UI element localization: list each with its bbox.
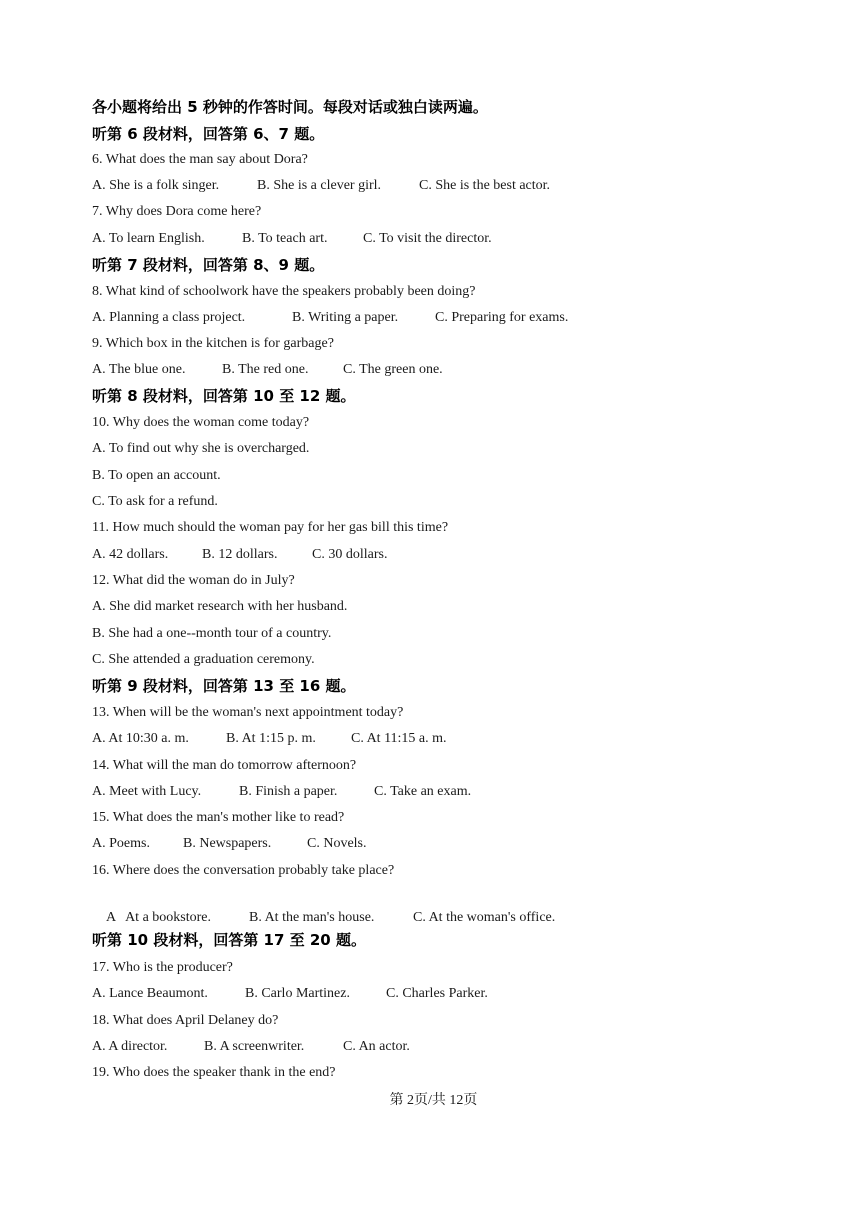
option-a: A. Lance Beaumont. — [92, 986, 208, 1001]
options-row — [92, 309, 568, 327]
option-c: C. To ask for a refund. — [92, 494, 218, 509]
option-a: A. Poems. — [92, 836, 150, 851]
option-a: A. A director. — [92, 1039, 168, 1054]
option-c: C. Novels. — [307, 836, 367, 851]
options-row — [92, 230, 492, 248]
options-row — [92, 361, 443, 379]
instructions-text: 各小题将给出 5 秒钟的作答时间。每段对话或独白读两遍。 — [92, 98, 488, 116]
option-a: A. At 10:30 a. m. — [92, 731, 189, 746]
options-row — [92, 177, 550, 195]
option-c: C. Charles Parker. — [386, 986, 488, 1001]
option-c: C. At 11:15 a. m. — [351, 731, 447, 746]
question-text: 14. What will the man do tomorrow afternoon? — [92, 758, 357, 773]
option-c: C. An actor. — [343, 1039, 410, 1054]
options-row — [92, 783, 471, 801]
option-c: C. Preparing for exams. — [435, 310, 569, 325]
option-b: B. A screenwriter. — [204, 1039, 305, 1054]
question-text: 19. Who does the speaker thank in the end? — [92, 1065, 336, 1080]
option-b: B. Newspapers. — [183, 836, 272, 851]
question-text: 12. What did the woman do in July? — [92, 573, 295, 588]
option-b: B. Writing a paper. — [292, 310, 399, 325]
option-a: A. To find out why she is overcharged. — [92, 441, 310, 456]
option-b: B. She had a one--month tour of a country. — [92, 626, 332, 641]
option-b: B. Finish a paper. — [239, 784, 338, 799]
options-row — [92, 835, 367, 853]
option-b: B. At 1:15 p. m. — [226, 731, 316, 746]
question-text: 13. When will be the woman's next appointment today? — [92, 705, 404, 720]
question-text: 18. What does April Delaney do? — [92, 1013, 279, 1028]
option-a: A. To learn English. — [92, 231, 205, 246]
option-b: B. She is a clever girl. — [257, 178, 382, 193]
option-a: A. Planning a class project. — [92, 310, 246, 325]
section-header: 听第 6 段材料，回答第 6、7 题。 — [92, 125, 325, 143]
option-c: C. To visit the director. — [363, 231, 492, 246]
option-c: C. Take an exam. — [374, 784, 472, 799]
section-header: 听第 9 段材料，回答第 13 至 16 题。 — [92, 677, 356, 695]
option-a: A. She did market research with her husband. — [92, 599, 348, 614]
option-c: C. The green one. — [343, 362, 443, 377]
question-text: 15. What does the man's mother like to read? — [92, 810, 345, 825]
question-text: 7. Why does Dora come here? — [92, 204, 262, 219]
page-number: 第 2页/共 12页 — [389, 1093, 478, 1108]
question-text: 6. What does the man say about Dora? — [92, 152, 308, 167]
option-a: A. She is a folk singer. — [92, 178, 220, 193]
options-row — [92, 1038, 410, 1056]
option-a: A At a bookstore. — [106, 910, 211, 925]
options-row — [92, 985, 488, 1003]
option-b: B. Carlo Martinez. — [245, 986, 350, 1001]
option-a: A. 42 dollars. — [92, 547, 169, 562]
question-text: 10. Why does the woman come today? — [92, 415, 310, 430]
section-header: 听第 7 段材料，回答第 8、9 题。 — [92, 256, 325, 274]
option-c: C. At the woman's office. — [413, 910, 556, 925]
question-text: 8. What kind of schoolwork have the speakers probably been doing? — [92, 284, 476, 299]
option-b: B. The red one. — [222, 362, 309, 377]
section-header: 听第 10 段材料，回答第 17 至 20 题。 — [92, 931, 366, 949]
question-text: 17. Who is the producer? — [92, 960, 233, 975]
option-b: B. 12 dollars. — [202, 547, 278, 562]
options-row — [92, 546, 387, 564]
option-a: A. Meet with Lucy. — [92, 784, 202, 799]
section-header: 听第 8 段材料，回答第 10 至 12 题。 — [92, 387, 356, 405]
option-c: C. She attended a graduation ceremony. — [92, 652, 315, 667]
question-text: 11. How much should the woman pay for her gas bill this time? — [92, 520, 449, 535]
option-c: C. 30 dollars. — [312, 547, 388, 562]
option-b: B. To open an account. — [92, 468, 221, 483]
question-text: 16. Where does the conversation probably take place? — [92, 863, 395, 878]
option-b: B. At the man's house. — [249, 910, 375, 925]
question-text: 9. Which box in the kitchen is for garbage? — [92, 336, 334, 351]
option-a: A. The blue one. — [92, 362, 186, 377]
option-c: C. She is the best actor. — [419, 178, 551, 193]
options-row — [92, 730, 447, 748]
option-b: B. To teach art. — [242, 231, 328, 246]
